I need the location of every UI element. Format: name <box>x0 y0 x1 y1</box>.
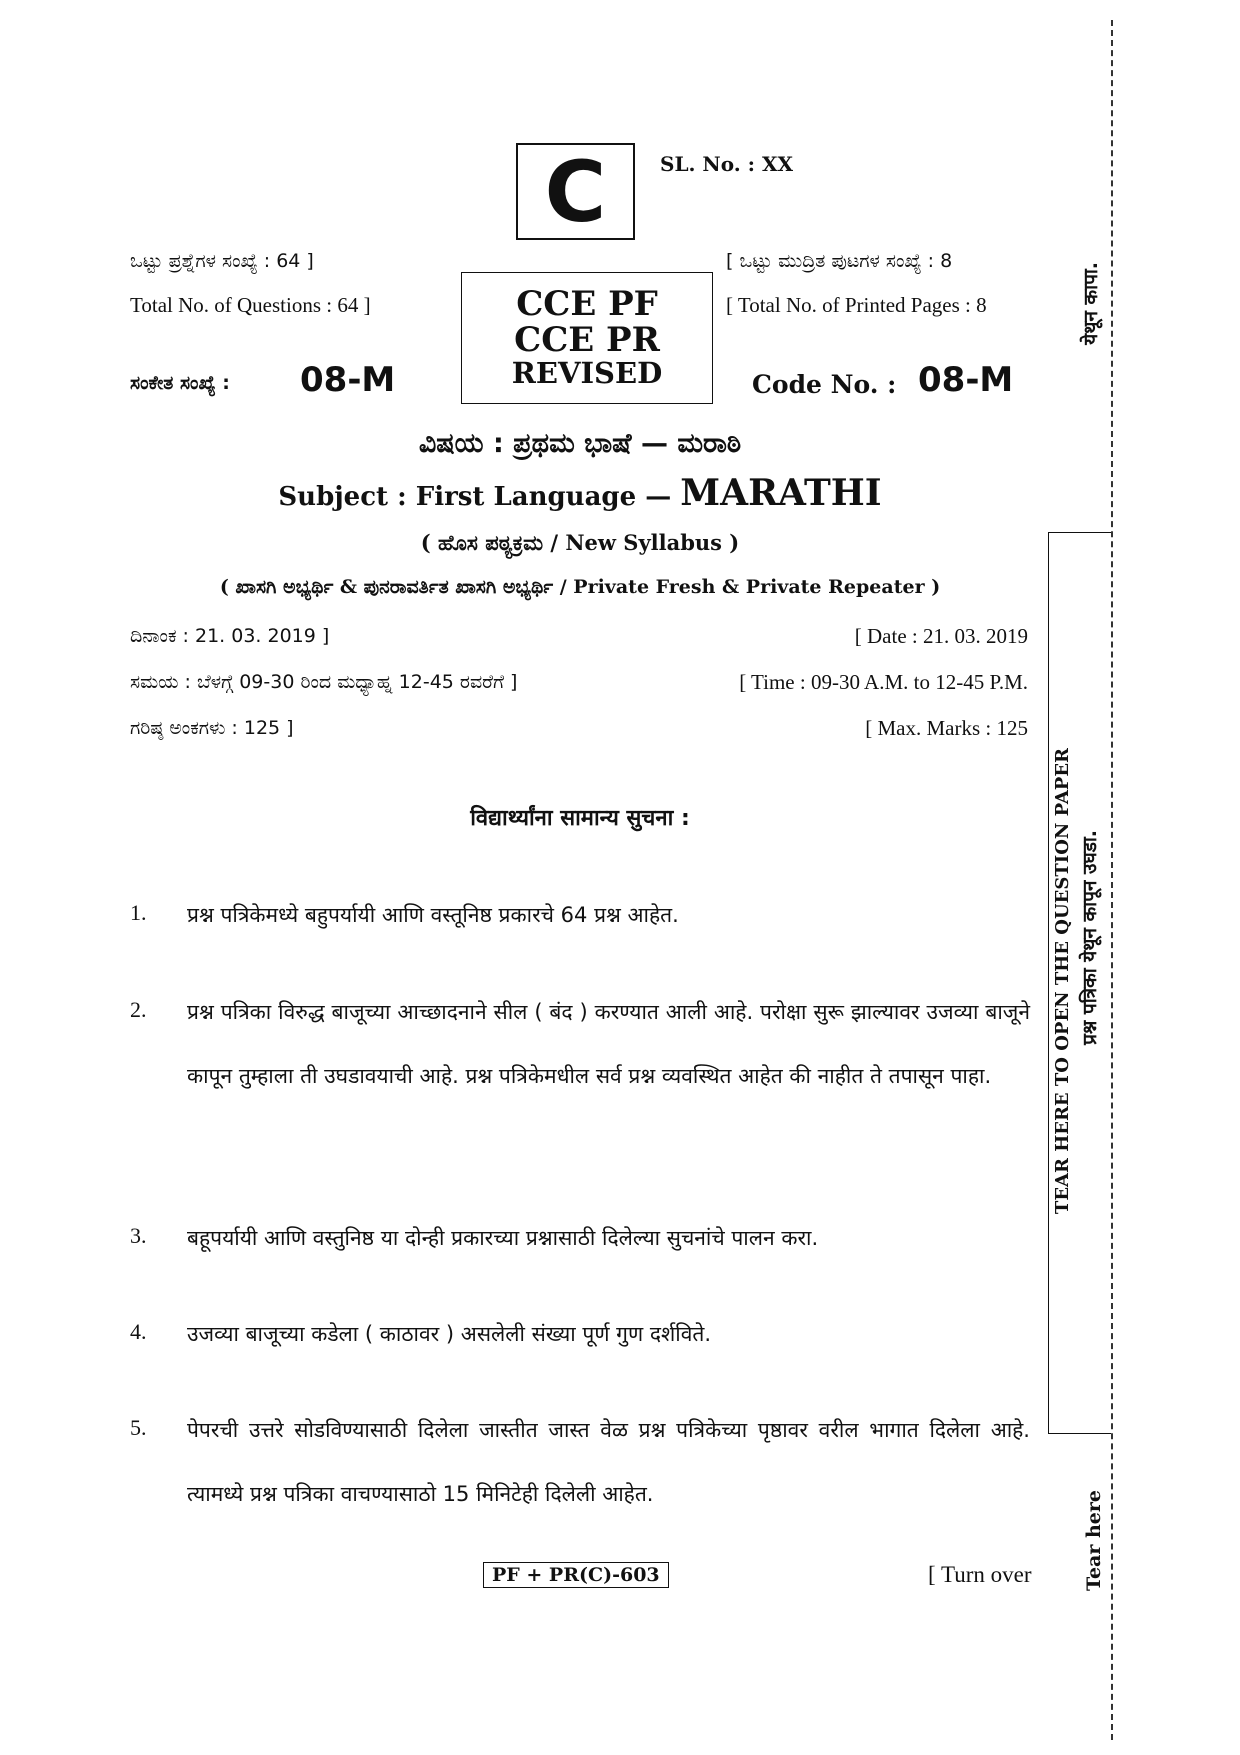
tear-here-label: Tear here <box>1083 1490 1105 1591</box>
code-label-kannada: ಸಂಕೇತ ಸಂಖ್ಯೆ : <box>130 372 230 394</box>
time-english: [ Time : 09-30 A.M. to 12-45 P.M. <box>739 670 1028 694</box>
printed-pages-english: [ Total No. of Printed Pages : 8 <box>726 293 987 317</box>
tear-instruction-marathi: प्रश्न पत्रिका येथून कापून उघडा. <box>1079 830 1101 1045</box>
total-questions-english: Total No. of Questions : 64 ] <box>130 293 371 317</box>
code-value-english: 08-M <box>918 360 1014 400</box>
instruction-number: 5. <box>130 1415 147 1440</box>
max-marks-kannada: ಗರಿಷ್ಠ ಅಂಕಗಳು : 125 ] <box>130 717 294 739</box>
syllabus-line: ( ಹೊಸ ಪಠ್ಯಕ್ರಮ / New Syllabus ) <box>420 530 740 555</box>
subject-kannada: ವಿಷಯ : ಪ್ರಥಮ ಭಾಷೆ — ಮರಾಠಿ <box>418 428 742 459</box>
instruction-text: बहूपर्यायी आणि वस्तुनिष्ठ या दोन्ही प्रकारच्या प्रश्नासाठी दिलेल्या सुचनांचे पालन करा. <box>187 1226 819 1250</box>
question-set-letter: C <box>516 143 635 240</box>
instruction-number: 3. <box>130 1223 147 1248</box>
cut-here-marathi-top: येथून कापा. <box>1080 262 1102 345</box>
date-english: [ Date : 21. 03. 2019 <box>854 624 1028 648</box>
subject-english <box>130 472 1030 514</box>
cce-box <box>461 272 713 404</box>
instruction-text: उजव्या बाजूच्या कडेला ( काठावर ) असलेली संख्या पूर्ण गुण दर्शविते. <box>187 1322 712 1346</box>
date-kannada: ದಿನಾಂಕ : 21. 03. 2019 ] <box>130 625 330 647</box>
max-marks-english: [ Max. Marks : 125 <box>865 716 1028 740</box>
tear-dashed-line <box>1111 20 1113 1740</box>
instructions-title: विद्यार्थ्यांना सामान्य सुचना : <box>470 806 690 831</box>
instruction-text: प्रश्न पत्रिका विरुद्ध बाजूच्या आच्छादनाने सील ( बंद ) करण्यात आली आहे. परोक्षा सुरू झाल्यावर उजव्या बाजूने कापून तुम्हाला ती उघडावयाची आहे. प्रश्न पत्रिकेमधील सर्व प्रश्न व्यवस्थित आहेत की नाहीत ते तपासून पाहा. <box>187 1000 1030 1088</box>
instruction-text: पेपरची उत्तरे सोडविण्यासाठी दिलेला जास्तीत जास्त वेळ प्रश्न पत्रिकेच्या पृष्ठावर वरील भागात दिलेला आहे. त्यामध्ये प्रश्न पत्रिका वाचण्यासाठो 15 मिनिटेही दिलेली आहेत. <box>187 1418 1030 1506</box>
instruction-number: 2. <box>130 997 147 1022</box>
subject-name: MARATHI <box>680 472 882 514</box>
printed-pages-kannada: [ ಒಟ್ಟು ಮುದ್ರಿತ ಪುಟಗಳ ಸಂಖ್ಯೆ : 8 <box>726 250 953 272</box>
candidate-type-line: ( ಖಾಸಗಿ ಅಭ್ಯರ್ಥಿ & ಪುನರಾವರ್ತಿತ ಖಾಸಗಿ ಅಭ್ಯರ್ಥಿ / Private Fresh & Private Repeater ) <box>219 576 941 598</box>
time-kannada: ಸಮಯ : ಬೆಳಗ್ಗೆ 09-30 ರಿಂದ ಮಧ್ಯಾಹ್ನ 12-45 ರವರೆಗೆ ] <box>130 671 518 693</box>
subject-prefix: Subject : First Language — <box>278 482 672 512</box>
cce-pr-label: CCE PR <box>514 319 660 360</box>
paper-code: PF + PR(C)-603 <box>483 1562 669 1588</box>
instruction-text: प्रश्न पत्रिकेमध्ये बहुपर्यायी आणि वस्तूनिष्ठ प्रकारचे 64 प्रश्न आहेत. <box>187 903 679 927</box>
turn-over-note: [ Turn over <box>928 1562 1032 1587</box>
code-value-kannada: 08-M <box>300 360 396 400</box>
revised-label: REVISED <box>511 356 663 391</box>
cce-pf-label: CCE PF <box>516 284 658 325</box>
instruction-number: 1. <box>130 900 147 925</box>
serial-number: SL. No. : XX <box>660 152 794 176</box>
instruction-number: 4. <box>130 1319 147 1344</box>
total-questions-kannada: ಒಟ್ಟು ಪ್ರಶ್ನೆಗಳ ಸಂಖ್ಯೆ : 64 ] <box>130 250 314 272</box>
code-label-english: Code No. : <box>752 370 897 399</box>
tear-instruction-english: TEAR HERE TO OPEN THE QUESTION PAPER <box>1052 748 1073 1215</box>
